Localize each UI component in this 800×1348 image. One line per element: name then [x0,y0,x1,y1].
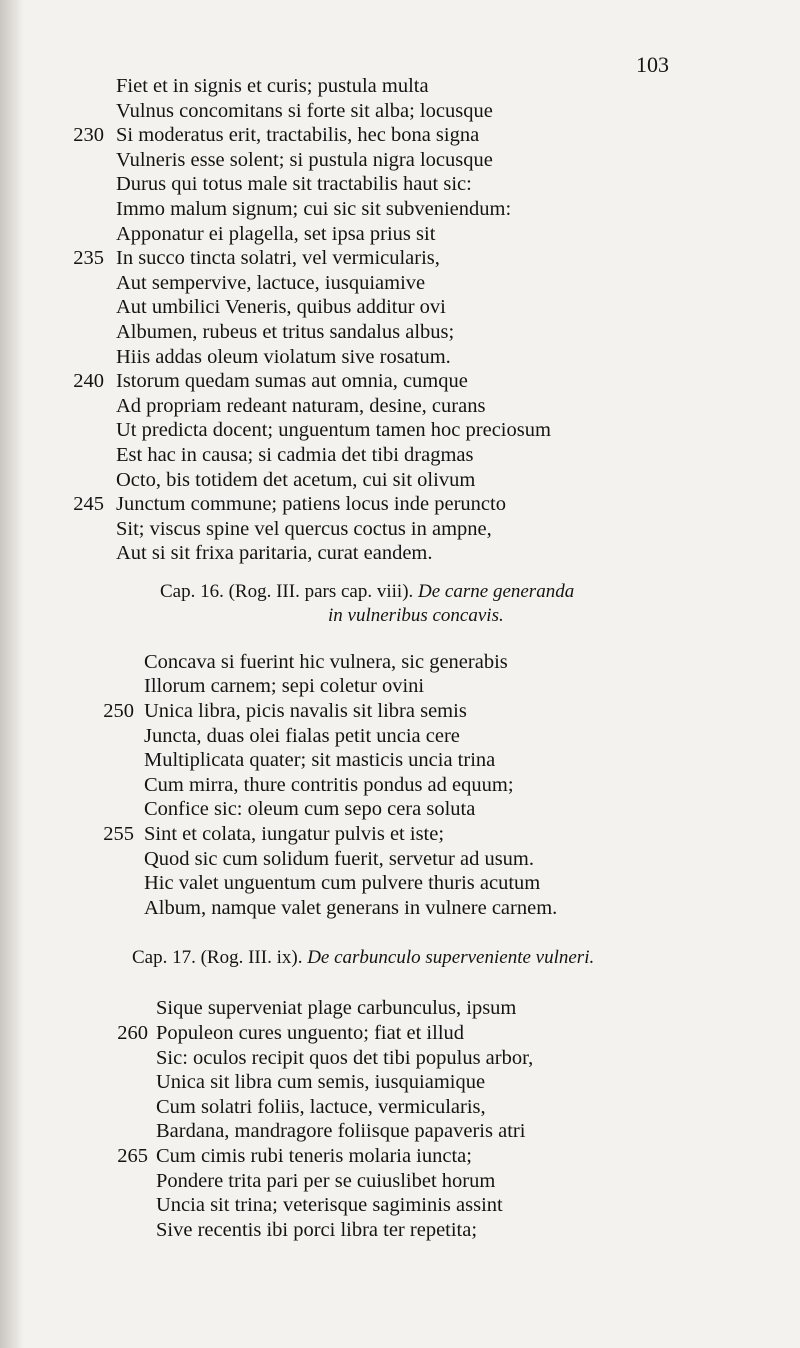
chapter-16-cap: Cap. 16. (Rog. III. pars cap. viii). [160,580,414,602]
line-number: 265 [117,1144,148,1167]
chapter-16-heading [0,580,800,604]
verse-line [0,74,800,99]
verse-line [0,1218,800,1243]
verse-line [0,345,800,370]
verse-line [0,996,800,1021]
chapter-16-title-a: De carne generanda [418,580,575,602]
verse-line [0,197,800,222]
verse-text-line: In succo tincta solatri, vel vermicularis, [116,247,440,270]
verse-text-line: Sive recentis ibi porci libra ter repetita; [156,1218,478,1241]
section-1 [0,74,800,566]
line-number: 255 [103,823,134,846]
verse-line [0,246,800,271]
verse-line [0,148,800,173]
verse-line [0,222,800,247]
page-number: 103 [636,52,669,77]
verse-text-line: Aut sempervive, lactuce, iusquiamive [116,271,426,294]
verse-line [0,822,800,847]
verse-text-line: Hic valet unguentum cum pulvere thuris acutum [144,872,541,895]
verse-text-line: Si moderatus erit, tractabilis, hec bona signa [116,124,480,147]
verse-line [0,1193,800,1218]
verse-text-line: Octo, bis totidem det acetum, cui sit olivum [116,468,476,491]
verse-line [0,1095,800,1120]
chapter-17-cap: Cap. 17. (Rog. III. ix). [132,947,303,969]
verse-text-line: Sique superveniat plage carbunculus, ipsum [156,997,517,1020]
verse-line [0,896,800,921]
verse-line [0,797,800,822]
verse-text-line: Aut umbilici Veneris, quibus additur ovi [116,296,446,319]
verse-line [0,773,800,798]
verse-line [0,99,800,124]
chapter-16-title-b: in vulneribus concavis. [328,604,504,626]
verse-text-line: Bardana, mandragore foliisque papaveris atri [156,1120,526,1143]
line-number: 230 [73,124,104,147]
verse-text-line: Istorum quedam sumas aut omnia, cumque [116,370,468,393]
verse-text-line: Album, namque valet generans in vulnere carnem. [144,896,558,919]
line-number: 240 [73,370,104,393]
verse-line [0,1046,800,1071]
verse-text-line: Fiet et in signis et curis; pustula multa [116,75,429,97]
verse-text-line: Durus qui totus male sit tractabilis haut sic: [116,173,472,196]
verse-text-line: Quod sic cum solidum fuerit, servetur ad usum. [144,847,535,870]
verse-line [0,517,800,542]
verse-line [0,123,800,148]
verse-text-line: Sint et colata, iungatur pulvis et iste; [144,823,445,846]
verse-line [0,1021,800,1046]
verse-text-line: Vulneris esse solent; si pustula nigra locusque [116,148,493,171]
verse-text-line: Sic: oculos recipit quos det tibi populus arbor, [156,1046,534,1069]
verse-text-line: Junctum commune; patiens locus inde peruncto [116,493,506,516]
verse-line [0,748,800,773]
verse-text-line: Confice sic: oleum cum sepo cera soluta [144,798,476,821]
verse-text-line: Illorum carnem; sepi coletur ovini [144,675,425,698]
verse-text-line: Immo malum signum; cui sic sit subveniendum: [116,197,512,220]
verse-line [0,541,800,566]
verse-line [0,1169,800,1194]
verse-text-line: Unica libra, picis navalis sit libra semis [144,700,467,723]
line-number: 250 [103,700,134,723]
verse-line [0,1144,800,1169]
verse-text-line: Est hac in causa; si cadmia det tibi dragmas [116,443,474,466]
verse-text-line: Cum cimis rubi teneris molaria iuncta; [156,1144,472,1167]
verse-text-line: Cum mirra, thure contritis pondus ad equum; [144,773,514,796]
verse-text-line: Aut si sit frixa paritaria, curat eandem. [116,542,433,565]
verse-text-line: Sit; viscus spine vel quercus coctus in ampne, [116,517,492,540]
verse-text-line: Uncia sit trina; veterisque sagiminis assint [156,1194,503,1217]
verse-line [0,1119,800,1144]
verse-text-line: Multiplicata quater; sit masticis uncia trina [144,749,496,772]
chapter-16-heading-line-2 [0,604,800,628]
verse-text-line: Ut predicta docent; unguentum tamen hoc preciosum [116,419,551,442]
verse-line [0,295,800,320]
verse-text-line: Concava si fuerint hic vulnera, sic generabis [144,650,508,673]
verse-text-line: Ad propriam redeant naturam, desine, curans [116,394,486,417]
verse-line [0,699,800,724]
verse-text-line: Apponatur ei plagella, set ipsa prius sit [116,222,436,245]
chapter-17-heading [0,946,800,970]
verse-text-line: Juncta, duas olei fialas petit uncia cere [144,724,460,747]
verse-line [0,492,800,517]
verse-text-line: Unica sit libra cum semis, iusquiamique [156,1071,486,1094]
verse-text-line: Hiis addas oleum violatum sive rosatum. [116,345,451,368]
verse-line [0,172,800,197]
verse-line [0,320,800,345]
verse-text-line: Pondere trita pari per se cuiuslibet horum [156,1169,496,1192]
verse-text-line: Cum solatri foliis, lactuce, vermicularis, [156,1095,486,1118]
verse-text [0,74,800,1242]
section-3 [0,996,800,1242]
line-number: 235 [73,247,104,270]
verse-text-line: Populeon cures unguento; fiat et illud [156,1022,465,1044]
verse-line [0,650,800,675]
verse-line [0,674,800,699]
section-2 [0,650,800,921]
verse-line [0,1070,800,1095]
verse-text-line: Albumen, rubeus et tritus sandalus albus; [116,320,455,343]
chapter-17-title: De carbunculo superveniente vulneri. [307,947,595,969]
verse-line [0,847,800,872]
verse-line [0,468,800,493]
verse-line [0,871,800,896]
verse-text-line: Vulnus concomitans si forte sit alba; locusque [116,99,493,122]
line-number: 260 [117,1022,148,1044]
verse-line [0,443,800,468]
verse-line [0,724,800,749]
verse-line [0,271,800,296]
verse-line [0,369,800,394]
verse-line [0,418,800,443]
verse-line [0,394,800,419]
line-number: 245 [73,493,104,516]
